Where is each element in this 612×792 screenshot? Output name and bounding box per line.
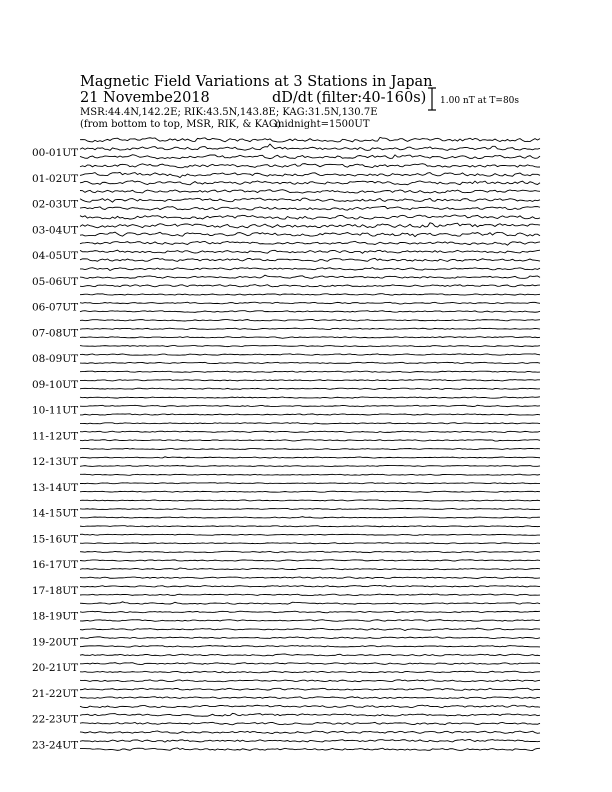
midnight-note: midnight=1500UT: [275, 119, 370, 130]
chart-quantity: dD/dt: [272, 90, 313, 106]
trace-rik: [80, 688, 540, 690]
trace-msr: [80, 206, 540, 210]
chart-filter: (filter:40-160s): [316, 90, 427, 106]
trace-rik: [80, 405, 540, 406]
chart-title: Magnetic Field Variations at 3 Stations in Japan: [80, 74, 433, 90]
hour-row: [32, 241, 540, 262]
trace-kag: [80, 241, 540, 245]
trace-kag: [80, 551, 540, 552]
hour-label: 10-11UT: [32, 404, 79, 417]
trace-kag: [80, 448, 540, 449]
hour-row: [32, 474, 540, 494]
trace-rik: [80, 144, 540, 150]
trace-kag: [80, 268, 540, 271]
trace-rik: [80, 172, 540, 177]
scale-bar: [428, 88, 519, 110]
hour-row: [32, 705, 540, 725]
hour-row: [32, 423, 540, 443]
hour-label: 02-03UT: [32, 198, 79, 211]
hour-label: 21-22UT: [32, 687, 79, 700]
chart-date: 21 Novembe2018: [80, 90, 210, 106]
hour-label: 03-04UT: [32, 224, 79, 237]
trace-rik: [80, 534, 540, 535]
hour-row: [32, 397, 540, 417]
trace-rik: [80, 713, 540, 716]
hour-label: 15-16UT: [32, 533, 79, 546]
trace-msr: [80, 155, 540, 159]
trace-kag: [80, 164, 540, 168]
trace-kag: [80, 705, 540, 707]
hour-label: 04-05UT: [32, 250, 79, 262]
hour-label: 05-06UT: [32, 275, 79, 288]
scale-bar-label: 1.00 nT at T=80s: [440, 96, 520, 106]
trace-rik: [80, 302, 540, 304]
hour-label: 01-02UT: [32, 172, 79, 185]
hour-row: [32, 602, 540, 623]
trace-msr: [80, 465, 540, 466]
hour-label: 06-07UT: [32, 301, 79, 314]
hour-row: [32, 371, 540, 391]
trace-kag: [80, 215, 540, 219]
trace-msr: [80, 181, 540, 185]
hour-label: 09-10UT: [32, 378, 79, 391]
hour-row: [32, 551, 540, 571]
trace-msr: [80, 258, 540, 261]
trace-rik: [80, 637, 540, 639]
trace-msr: [80, 517, 540, 518]
trace-msr: [80, 232, 540, 236]
hour-label: 00-01UT: [32, 147, 79, 159]
hour-row: [32, 628, 540, 648]
hour-row: [32, 137, 540, 159]
hour-row: [32, 500, 540, 520]
trace-msr: [80, 646, 540, 648]
trace-kag: [80, 577, 540, 579]
hour-label: 16-17UT: [32, 559, 79, 571]
hour-label: 18-19UT: [32, 610, 79, 623]
trace-msr: [80, 337, 540, 339]
trace-rik: [80, 663, 540, 665]
trace-kag: [80, 294, 540, 296]
hour-label: 11-12UT: [32, 430, 79, 443]
hour-row: [32, 526, 540, 546]
trace-msr: [80, 285, 540, 287]
trace-rik: [80, 560, 540, 561]
trace-rik: [80, 328, 540, 329]
trace-msr: [80, 748, 540, 751]
hour-label: 07-08UT: [32, 327, 79, 340]
trace-msr: [80, 311, 540, 313]
trace-rik: [80, 508, 540, 509]
trace-msr: [80, 568, 540, 570]
trace-kag: [80, 474, 540, 475]
hour-label: 22-23UT: [32, 713, 79, 726]
trace-kag: [80, 190, 540, 193]
trace-kag: [80, 345, 540, 346]
trace-msr: [80, 491, 540, 492]
trace-msr: [80, 671, 540, 673]
hour-row: [32, 319, 540, 339]
trace-msr: [80, 414, 540, 415]
trace-kag: [80, 319, 540, 321]
trace-kag: [80, 680, 540, 682]
hour-label: 14-15UT: [32, 507, 79, 520]
trace-rik: [80, 380, 540, 381]
hour-row: [32, 654, 540, 674]
hour-label: 23-24UT: [32, 739, 79, 752]
trace-order-note: (from bottom to top, MSR, RIK, & KAG): [80, 119, 281, 130]
trace-msr: [80, 697, 540, 699]
hour-label: 19-20UT: [32, 636, 79, 649]
trace-msr: [80, 362, 540, 363]
trace-kag: [80, 628, 540, 630]
trace-kag: [80, 397, 540, 398]
trace-rik: [80, 250, 540, 253]
trace-rik: [80, 223, 540, 228]
trace-kag: [80, 423, 540, 424]
trace-msr: [80, 388, 540, 389]
trace-rik: [80, 457, 540, 458]
trace-kag: [80, 602, 540, 604]
hour-row: [32, 345, 540, 365]
hour-row: [32, 448, 540, 468]
trace-rik: [80, 611, 540, 613]
hour-label: 13-14UT: [32, 481, 79, 494]
hour-label: 17-18UT: [32, 584, 79, 597]
hour-label: 08-09UT: [32, 353, 79, 365]
hour-row: [32, 731, 540, 751]
hour-row: [32, 164, 540, 185]
hour-label: 20-21UT: [32, 662, 79, 674]
trace-kag: [80, 526, 540, 527]
trace-kag: [80, 500, 540, 501]
hour-label: 12-13UT: [32, 456, 79, 468]
hour-row: [32, 577, 540, 597]
trace-msr: [80, 440, 540, 441]
trace-kag: [80, 137, 540, 142]
hour-row: [32, 680, 540, 700]
trace-rows: [32, 137, 540, 751]
trace-rik: [80, 275, 540, 278]
trace-rik: [80, 198, 540, 202]
hour-row: [32, 294, 540, 314]
trace-msr: [80, 722, 540, 724]
trace-kag: [80, 654, 540, 656]
trace-rik: [80, 354, 540, 355]
trace-kag: [80, 731, 540, 734]
trace-rik: [80, 585, 540, 587]
trace-rik: [80, 431, 540, 432]
trace-rik: [80, 483, 540, 484]
hour-row: [32, 268, 540, 288]
trace-msr: [80, 594, 540, 596]
trace-msr: [80, 543, 540, 544]
trace-rik: [80, 740, 540, 743]
stations-coordinates: MSR:44.4N,142.2E; RIK:43.5N,143.8E; KAG:31.5N,130.7E: [80, 107, 378, 118]
hour-row: [32, 190, 540, 211]
trace-msr: [80, 620, 540, 622]
hour-row: [32, 215, 540, 237]
trace-kag: [80, 371, 540, 372]
